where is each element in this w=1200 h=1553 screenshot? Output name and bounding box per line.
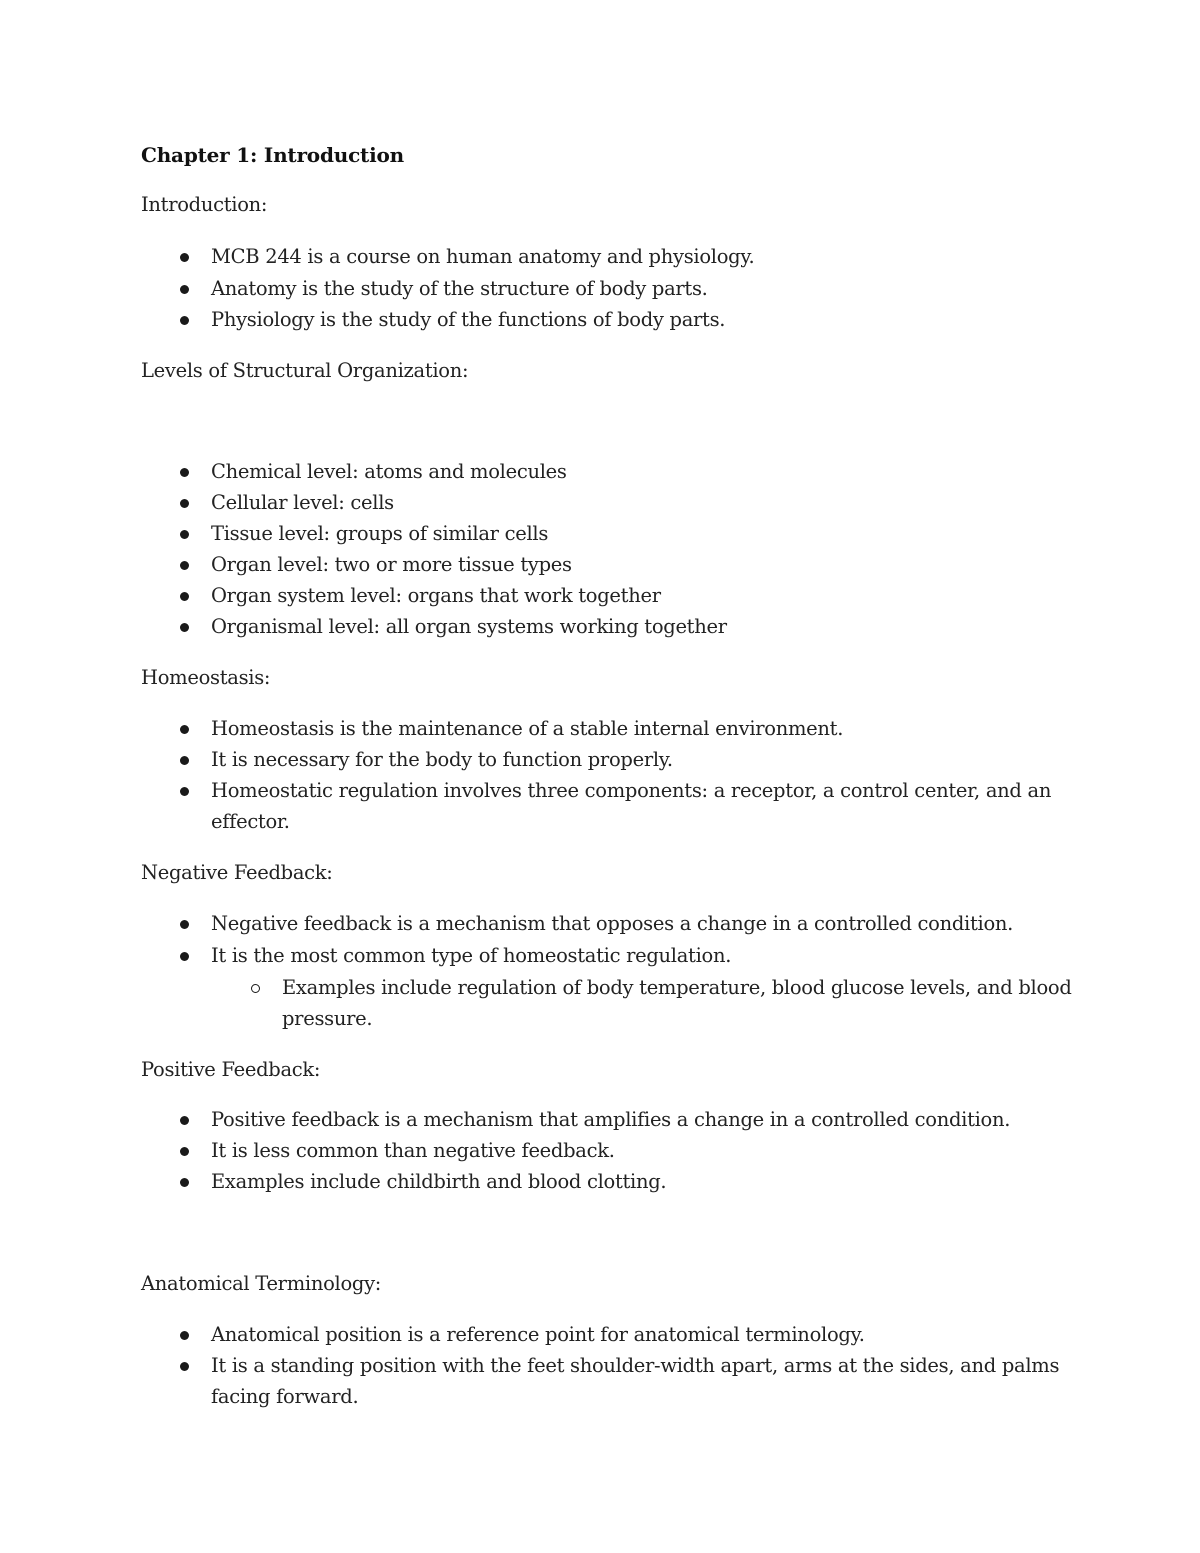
list-item: Cellular level: cells — [211, 491, 394, 514]
list-item: Negative feedback is a mechanism that opposes a change in a controlled condition. — [211, 912, 1014, 935]
list-item: Physiology is the study of the functions of body parts. — [211, 308, 726, 331]
list-item: Tissue level: groups of similar cells — [211, 522, 549, 545]
list-item: It is less common than negative feedback. — [211, 1139, 615, 1162]
list-item: MCB 244 is a course on human anatomy and physiology. — [211, 245, 755, 268]
bullet-icon — [180, 1147, 189, 1156]
bullet-icon — [180, 787, 189, 796]
bullet-icon — [180, 561, 189, 570]
bullet-icon — [180, 285, 189, 294]
bullet-icon — [180, 468, 189, 477]
list-item: Positive feedback is a mechanism that amplifies a change in a controlled condition. — [211, 1108, 1011, 1131]
bullet-icon — [180, 725, 189, 734]
bullet-icon — [180, 1116, 189, 1125]
list-item: Examples include childbirth and blood clotting. — [211, 1170, 667, 1193]
bullet-icon — [180, 623, 189, 632]
bullet-icon — [180, 253, 189, 262]
bullet-icon — [180, 1178, 189, 1187]
sub-list-item: Examples include regulation of body temperature, blood glucose levels, and blood pressure. — [282, 976, 1072, 1030]
bullet-icon — [180, 316, 189, 325]
bullet-icon — [180, 756, 189, 765]
list-item: Anatomy is the study of the structure of body parts. — [211, 277, 708, 300]
list-item: Homeostatic regulation involves three components: a receptor, a control center, and an effector. — [211, 779, 1052, 833]
list-item: It is a standing position with the feet shoulder-width apart, arms at the sides, and palms facing forward. — [211, 1354, 1060, 1408]
list-item: It is necessary for the body to function properly. — [211, 748, 673, 771]
list-item: Organ level: two or more tissue types — [211, 553, 572, 576]
section-heading-introduction: Introduction: — [141, 193, 268, 216]
section-heading-positive-feedback: Positive Feedback: — [141, 1058, 321, 1081]
bullet-icon — [180, 1331, 189, 1340]
bullet-icon — [180, 592, 189, 601]
section-heading-negative-feedback: Negative Feedback: — [141, 861, 333, 884]
bullet-icon — [180, 499, 189, 508]
document-title: Chapter 1: Introduction — [141, 143, 404, 167]
list-item: It is the most common type of homeostatic regulation. — [211, 944, 732, 967]
list-item: Anatomical position is a reference point for anatomical terminology. — [211, 1323, 865, 1346]
list-item: Organ system level: organs that work together — [211, 584, 661, 607]
list-item: Homeostasis is the maintenance of a stable internal environment. — [211, 717, 844, 740]
section-heading-levels: Levels of Structural Organization: — [141, 359, 469, 382]
list-item: Chemical level: atoms and molecules — [211, 460, 567, 483]
section-heading-homeostasis: Homeostasis: — [141, 666, 271, 689]
bullet-icon — [180, 920, 189, 929]
bullet-icon — [180, 1362, 189, 1371]
list-item: Organismal level: all organ systems working together — [211, 615, 727, 638]
hollow-bullet-icon — [251, 984, 260, 993]
bullet-icon — [180, 530, 189, 539]
section-heading-anatomical-terminology: Anatomical Terminology: — [141, 1272, 382, 1295]
bullet-icon — [180, 952, 189, 961]
